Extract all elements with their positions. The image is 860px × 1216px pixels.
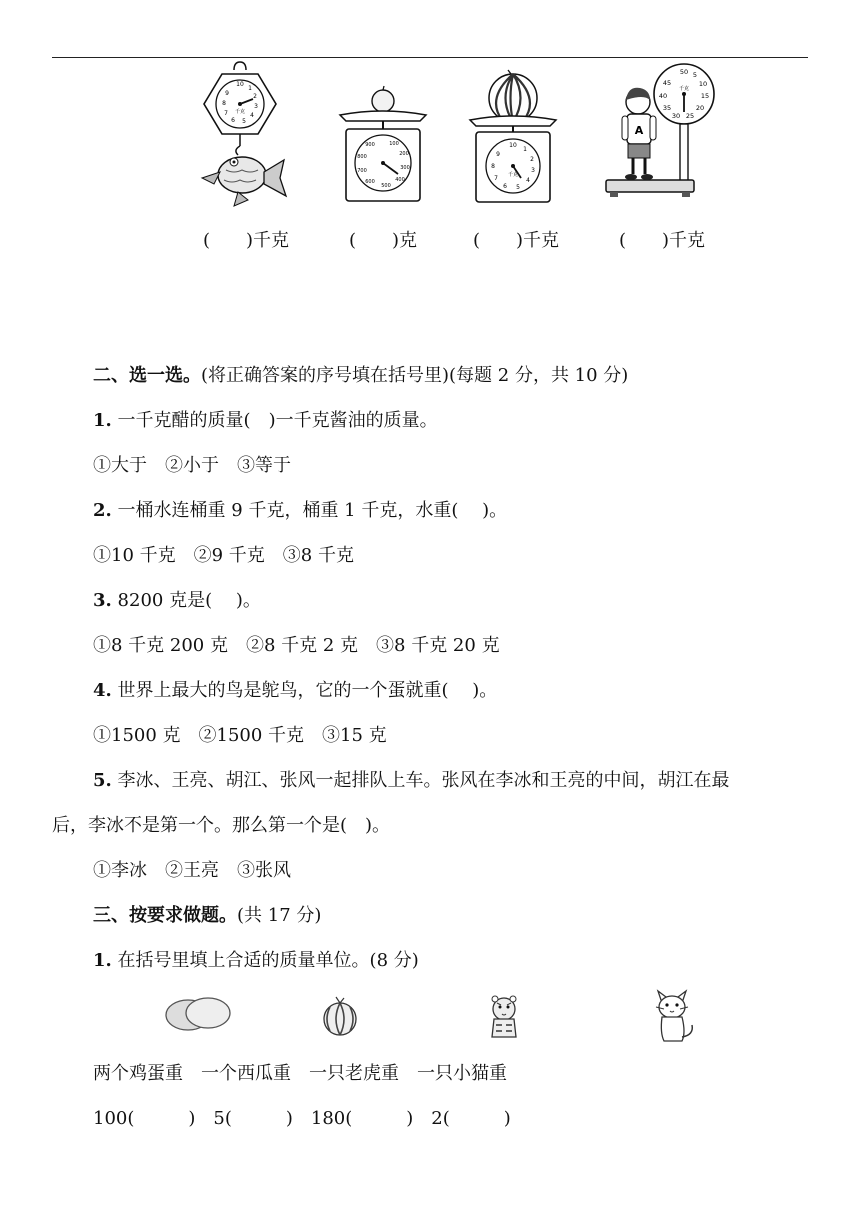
dial-number: 15	[700, 92, 710, 100]
dial-unit: 千克	[678, 86, 690, 92]
dial-number: 100	[389, 141, 399, 147]
question-dot: .	[105, 950, 112, 971]
dial-number: 300	[400, 165, 410, 171]
tiger-icon	[482, 995, 526, 1041]
unit-answer-blanks[interactable]: 100( ) 5( ) 180( ) 2( )	[93, 1108, 511, 1129]
dial-number: 10	[509, 142, 517, 149]
dial-number: 5	[692, 71, 698, 79]
scale-answer-2[interactable]: ( )克	[349, 230, 418, 251]
question-number: 2	[93, 500, 106, 521]
question-dot: .	[105, 500, 112, 521]
dial-number: 10	[698, 80, 708, 88]
section-3-heading	[93, 905, 321, 927]
question-number: 5	[93, 770, 106, 791]
dial-number: 2	[253, 93, 257, 100]
dial-number: 1	[523, 146, 527, 153]
dial-unit: 千克	[507, 172, 519, 178]
scale-answer-3[interactable]: ( )千克	[473, 230, 560, 251]
question-2-1	[93, 410, 438, 432]
question-2-5-continued: 后，李冰不是第一个。那么第一个是( )。	[52, 815, 391, 836]
dial-number: 9	[496, 151, 500, 158]
dial-number: 700	[357, 168, 367, 174]
dial-number: 3	[254, 103, 258, 110]
question-2-3	[93, 590, 261, 612]
dial-number: 20	[695, 104, 705, 112]
dial-number: 25	[685, 112, 695, 120]
dial-number: 30	[671, 112, 681, 120]
dial-number: 8	[222, 100, 226, 107]
item-labels: 两个鸡蛋重 一个西瓜重 一只老虎重 一只小猫重	[93, 1063, 507, 1084]
gram-scale-apple-illustration	[338, 85, 428, 205]
kg-scale-watermelon-illustration	[468, 70, 558, 205]
dial-number: 4	[250, 112, 254, 119]
two-eggs-icon	[162, 995, 234, 1033]
dial-number: 40	[658, 92, 668, 100]
watermelon-icon	[318, 995, 362, 1037]
question-dot: .	[105, 770, 112, 791]
shirt-letter: A	[634, 124, 644, 137]
question-dot: .	[105, 680, 112, 701]
question-text: 世界上最大的鸟是鸵鸟，它的一个蛋就重( )。	[117, 680, 498, 701]
dial-number: 35	[662, 104, 672, 112]
question-text: 8200 克是( )。	[117, 590, 261, 611]
question-number: 1	[93, 950, 106, 971]
dial-number: 400	[395, 177, 405, 183]
dial-number: 4	[526, 177, 530, 184]
question-2-4-options: ①1500 克 ②1500 千克 ③15 克	[93, 725, 387, 746]
dial-number: 1	[248, 85, 252, 92]
header-rule	[52, 57, 808, 58]
dial-number: 9	[225, 90, 229, 97]
question-number: 1	[93, 410, 106, 431]
question-3-1	[93, 950, 419, 972]
question-2-2	[93, 500, 507, 522]
question-number: 3	[93, 590, 106, 611]
dial-number: 2	[530, 156, 534, 163]
dial-number: 500	[381, 183, 391, 189]
dial-number: 7	[224, 110, 228, 117]
dial-number: 3	[531, 167, 535, 174]
question-dot: .	[105, 590, 112, 611]
dial-number: 600	[365, 179, 375, 185]
section-2-heading	[93, 365, 628, 387]
question-2-3-options: ①8 千克 200 克 ②8 千克 2 克 ③8 千克 20 克	[93, 635, 500, 656]
dial-number: 7	[494, 175, 498, 182]
dial-number: 45	[662, 79, 672, 87]
kitten-icon	[648, 985, 698, 1047]
scale-answer-1[interactable]: ( )千克	[203, 230, 290, 251]
question-2-1-options: ①大于 ②小于 ③等于	[93, 455, 291, 476]
question-text: 一桶水连桶重 9 千克，桶重 1 千克，水重( )。	[117, 500, 508, 521]
dial-unit: 千克	[234, 109, 246, 115]
question-text: 一千克醋的质量( )一千克酱油的质量。	[117, 410, 438, 431]
dial-number: 10	[236, 81, 244, 88]
question-text: 李冰、王亮、胡江、张风一起排队上车。张风在李冰和王亮的中间，胡江在最	[117, 770, 730, 791]
question-text: 在括号里填上合适的质量单位。(8 分)	[117, 950, 419, 971]
dial-number: 200	[399, 151, 409, 157]
section-2-title: 二、选一选。	[93, 365, 201, 386]
dial-number: 900	[365, 142, 375, 148]
section-3-title: 三、按要求做题。	[93, 905, 237, 926]
question-2-2-options: ①10 千克 ②9 千克 ③8 千克	[93, 545, 354, 566]
dial-number: 8	[491, 163, 495, 170]
question-dot: .	[105, 410, 112, 431]
dial-number: 5	[516, 184, 520, 191]
dial-number: 5	[242, 118, 246, 125]
section-3-points: (共 17 分)	[237, 905, 322, 926]
section-2-instructions: (将正确答案的序号填在括号里)(每题 2 分，共 10 分)	[201, 365, 629, 386]
body-scale-boy-illustration	[600, 62, 720, 202]
question-2-5-options: ①李冰 ②王亮 ③张风	[93, 860, 291, 881]
hanging-scale-fish-illustration	[180, 60, 300, 220]
dial-number: 6	[231, 117, 235, 124]
dial-number: 6	[503, 183, 507, 190]
question-2-4	[93, 680, 497, 702]
dial-number: 50	[679, 68, 689, 76]
scale-answer-4[interactable]: ( )千克	[619, 230, 706, 251]
question-2-5	[93, 770, 730, 792]
dial-number: 800	[357, 154, 367, 160]
question-number: 4	[93, 680, 106, 701]
